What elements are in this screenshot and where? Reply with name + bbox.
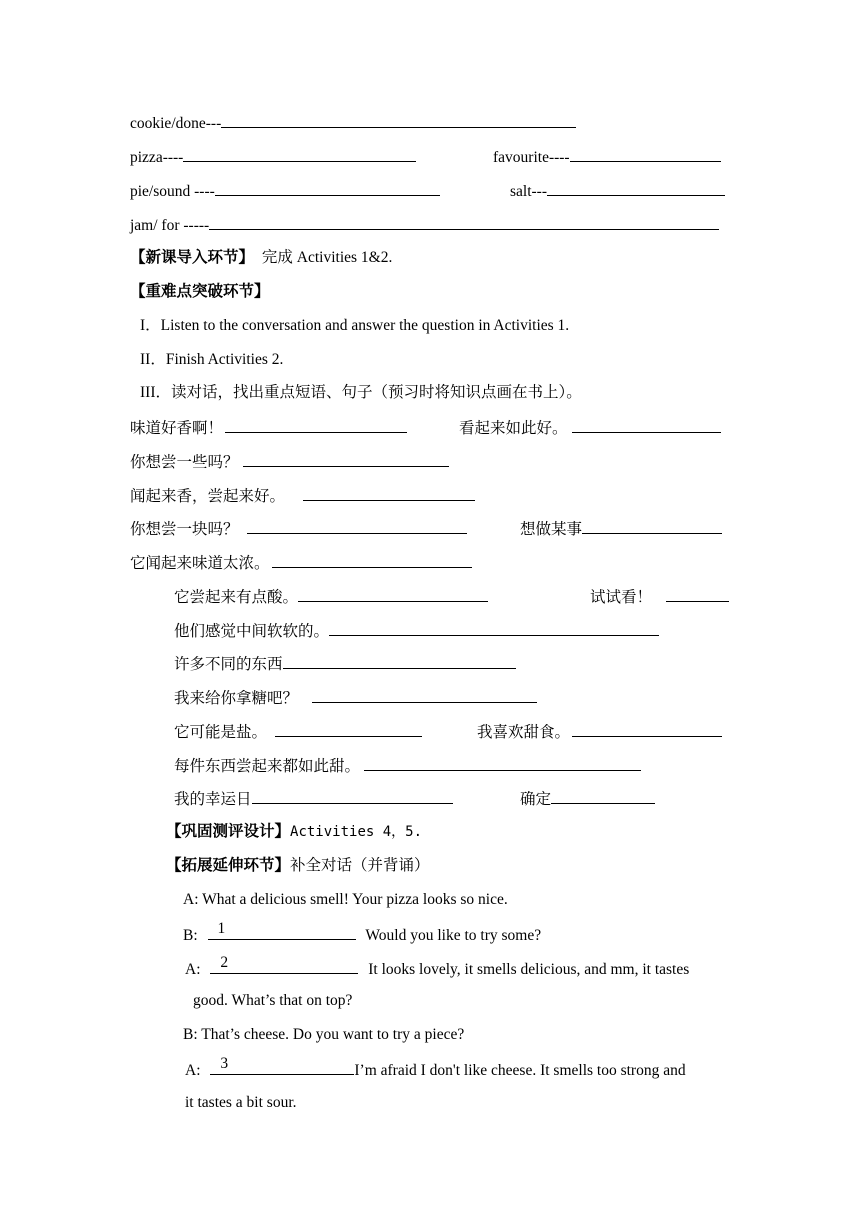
- phrase-row: [130, 518, 467, 540]
- answer-blank[interactable]: [221, 112, 576, 128]
- answer-blank[interactable]: [215, 180, 440, 196]
- phrase-row: [520, 518, 722, 540]
- phrase-label: 它闻起来味道太浓。: [130, 555, 270, 572]
- answer-blank[interactable]: [208, 920, 356, 940]
- phrase-row: [174, 788, 453, 810]
- speaker-label: A:: [185, 961, 201, 978]
- vocab-salt: [510, 180, 725, 202]
- vocab-favourite: [493, 146, 721, 168]
- answer-blank[interactable]: [329, 620, 659, 636]
- section-heading: 【新课导入环节】: [130, 249, 255, 266]
- answer-blank[interactable]: [252, 788, 453, 804]
- dialogue-line: [183, 920, 542, 946]
- phrase-label: 我喜欢甜食。: [477, 724, 571, 741]
- phrase-row: [590, 586, 729, 608]
- blank-number: 1: [217, 920, 226, 937]
- answer-blank[interactable]: [303, 485, 475, 501]
- blank-number: 2: [220, 954, 229, 971]
- section-heading: 【巩固测评设计】: [166, 823, 291, 840]
- phrase-label: 它可能是盐。: [174, 724, 268, 741]
- phrase-row: [174, 721, 422, 743]
- vocab-pizza: [130, 146, 416, 168]
- phrase-row: [174, 620, 659, 642]
- answer-blank[interactable]: [570, 146, 721, 162]
- extend-section: [166, 856, 430, 876]
- section-text: Activities 4，5.: [290, 824, 423, 840]
- answer-blank[interactable]: [210, 1055, 354, 1075]
- section-text: 完成 Activities 1&2.: [261, 249, 393, 266]
- dialogue-line: [185, 954, 690, 980]
- answer-blank[interactable]: [551, 788, 655, 804]
- phrase-row: [459, 417, 721, 439]
- dialogue-line: B: That’s cheese. Do you want to try a piece?: [183, 1026, 465, 1043]
- answer-blank[interactable]: [210, 954, 358, 974]
- speaker-label: B:: [183, 927, 198, 944]
- phrase-row: [520, 788, 655, 810]
- phrase-row: [174, 653, 516, 675]
- vocab-pie-sound: [130, 180, 440, 202]
- section-heading: 【拓展延伸环节】: [166, 857, 291, 874]
- vocab-label: jam/ for -----: [130, 217, 210, 234]
- answer-blank[interactable]: [209, 214, 719, 230]
- phrase-label: 每件东西尝起来都如此甜。: [174, 758, 361, 775]
- dialogue-text: Would you like to try some?: [365, 927, 542, 944]
- answer-blank[interactable]: [275, 721, 422, 737]
- dialogue-text: I’m afraid I don't like cheese. It smells too strong and: [354, 1062, 686, 1079]
- phrase-row: [130, 451, 449, 473]
- vocab-label: favourite----: [493, 149, 570, 166]
- answer-blank[interactable]: [283, 653, 516, 669]
- answer-blank[interactable]: [666, 586, 729, 602]
- answer-blank[interactable]: [572, 721, 722, 737]
- answer-blank[interactable]: [312, 687, 537, 703]
- speaker-label: A:: [185, 1062, 201, 1079]
- phrase-label: 你想尝一些吗？: [130, 454, 239, 471]
- phrase-label: 他们感觉中间软软的。: [174, 623, 330, 640]
- phrase-row: [477, 721, 722, 743]
- intro-section: [130, 248, 392, 268]
- phrase-label: 试试看！: [590, 589, 653, 606]
- key-section-heading: 【重难点突破环节】: [130, 283, 270, 300]
- dialogue-line: it tastes a bit sour.: [185, 1094, 297, 1111]
- phrase-label: 我的幸运日: [174, 791, 252, 808]
- dialogue-line: A: What a delicious smell! Your pizza looks so nice.: [183, 891, 508, 908]
- answer-blank[interactable]: [225, 417, 407, 433]
- vocab-label: pizza----: [130, 149, 184, 166]
- answer-blank[interactable]: [572, 417, 721, 433]
- phrase-row: [130, 485, 475, 507]
- phrase-label: 味道好香啊！: [130, 420, 224, 437]
- phrase-row: [174, 687, 537, 709]
- phrase-row: [174, 586, 488, 608]
- answer-blank[interactable]: [547, 180, 725, 196]
- blank-number: 3: [220, 1055, 229, 1072]
- phrase-row: [130, 417, 407, 439]
- task-item-3: III．读对话，找出重点短语、句子（预习时将知识点画在书上）。: [140, 384, 582, 401]
- dialogue-text: It looks lovely, it smells delicious, and mm, it tastes: [368, 961, 690, 978]
- task-item-1: I．Listen to the conversation and answer the question in Activities 1.: [140, 317, 570, 334]
- phrase-label: 想做某事: [520, 521, 583, 538]
- vocab-label: salt---: [510, 183, 548, 200]
- vocab-label: pie/sound ----: [130, 183, 215, 200]
- consolidate-section: [166, 822, 422, 842]
- vocab-label: cookie/done---: [130, 115, 222, 132]
- task-item-2: II．Finish Activities 2.: [140, 351, 284, 368]
- phrase-row: [130, 552, 472, 574]
- answer-blank[interactable]: [298, 586, 488, 602]
- phrase-label: 确定: [520, 791, 552, 808]
- phrase-row: [174, 755, 641, 777]
- phrase-label: 你想尝一块吗？: [130, 521, 239, 538]
- answer-blank[interactable]: [272, 552, 472, 568]
- phrase-label: 许多不同的东西: [174, 656, 283, 673]
- phrase-label: 它尝起来有点酸。: [174, 589, 299, 606]
- section-text: 补全对话（并背诵）: [290, 857, 430, 874]
- dialogue-line: good. What’s that on top?: [193, 992, 353, 1009]
- answer-blank[interactable]: [582, 518, 722, 534]
- answer-blank[interactable]: [364, 755, 641, 771]
- vocab-jam-for: [130, 214, 719, 236]
- answer-blank[interactable]: [183, 146, 416, 162]
- vocab-cookie-done: [130, 112, 576, 134]
- answer-blank[interactable]: [247, 518, 467, 534]
- dialogue-line: [185, 1055, 686, 1081]
- answer-blank[interactable]: [243, 451, 449, 467]
- phrase-label: 看起来如此好。: [459, 420, 568, 437]
- phrase-label: 我来给你拿糖吧？: [174, 690, 299, 707]
- phrase-label: 闻起来香，尝起来好。: [130, 488, 286, 505]
